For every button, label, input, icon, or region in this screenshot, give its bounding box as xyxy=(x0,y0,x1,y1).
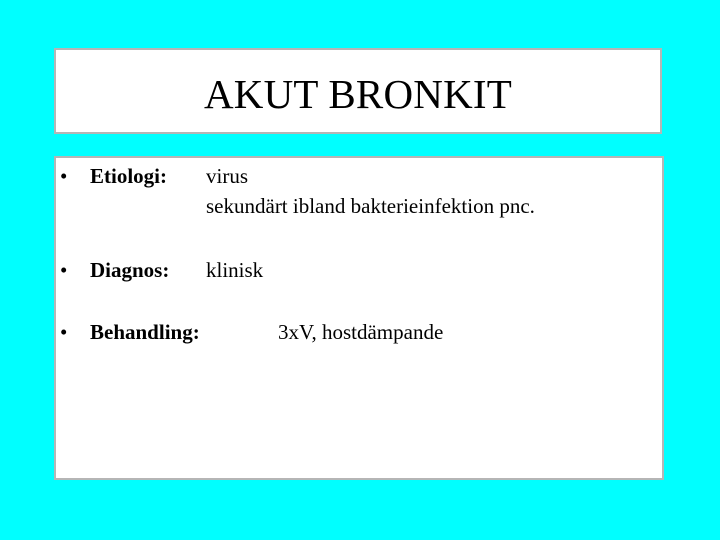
slide-title: AKUT BRONKIT xyxy=(204,70,512,117)
bullet-marker: • xyxy=(60,258,68,282)
bullet-label: Etiologi: xyxy=(90,164,167,188)
title-box xyxy=(54,48,662,134)
bullet-marker: • xyxy=(60,164,68,188)
bullet-value: klinisk xyxy=(206,258,264,282)
bullet-label: Diagnos: xyxy=(90,258,170,282)
content-box xyxy=(54,156,664,480)
bullet-value: sekundärt ibland bakterieinfektion pnc. xyxy=(206,194,535,218)
bullet-value: 3xV, hostdämpande xyxy=(278,320,444,344)
bullet-label: Behandling: xyxy=(90,320,200,344)
bullet-value: virus xyxy=(206,164,248,188)
bullet-marker: • xyxy=(60,320,68,344)
